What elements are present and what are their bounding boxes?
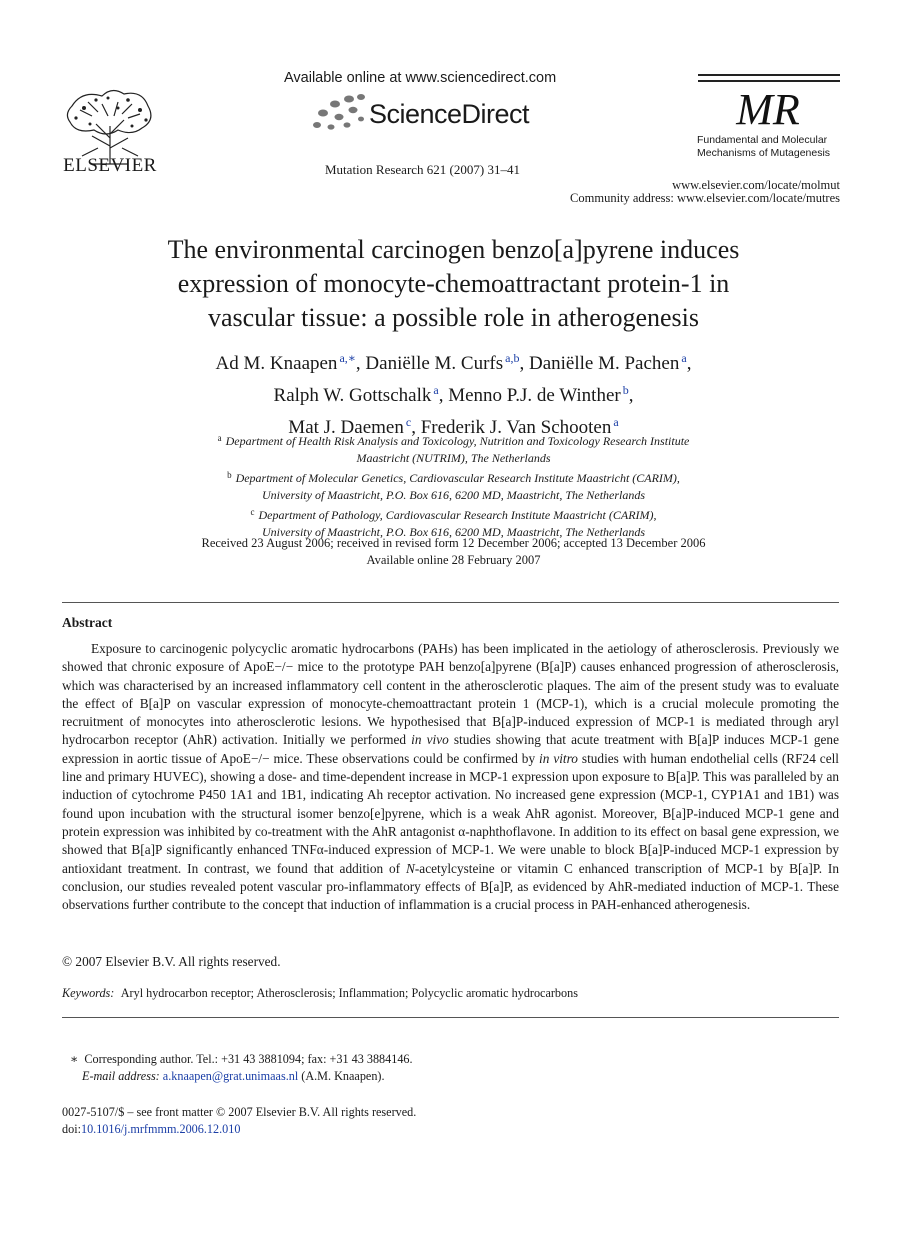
affiliation-line: Department of Molecular Genetics, Cardiovascular Research Institute Maastricht (CARIM), [235, 471, 680, 485]
email-owner: (A.M. Knaapen). [301, 1069, 385, 1083]
email-link[interactable]: a.knaapen@grat.unimaas.nl [162, 1069, 299, 1083]
author-name: Ralph W. Gottschalk [273, 385, 432, 406]
available-online-text[interactable]: Available online at www.sciencedirect.com [284, 70, 557, 86]
keywords [62, 986, 578, 1001]
sciencedirect-dots-icon [309, 93, 369, 133]
author-separator: , [355, 353, 366, 374]
elsevier-wordmark: ELSEVIER [63, 155, 157, 176]
front-matter-notice: 0027-5107/$ – see front matter © 2007 Elsevier B.V. All rights reserved. [62, 1105, 417, 1119]
title-line: expression of monocyte-chemoattractant protein-1 in [177, 269, 730, 298]
title-line: The environmental carcinogen benzo[a]pyrene induces [167, 235, 740, 264]
article-history [70, 535, 837, 569]
email-label: E-mail address: [82, 1069, 160, 1083]
author-list [70, 345, 837, 441]
email-note [82, 1069, 385, 1084]
affiliation-list [90, 430, 817, 541]
doi-link[interactable]: 10.1016/j.mrfmmm.2006.12.010 [80, 1122, 241, 1136]
mutation-research-logo [722, 86, 814, 132]
corresponding-author-text: Corresponding author. Tel.: +31 43 3881094; fax: +31 43 3884146. [84, 1052, 413, 1066]
author-affiliation-link[interactable]: a [681, 351, 687, 365]
journal-reference: Mutation Research 621 (2007) 31–41 [325, 162, 520, 177]
sciencedirect-wordmark[interactable]: ScienceDirect [369, 99, 530, 129]
divider [62, 1017, 839, 1018]
affiliation-line: University of Maastricht, P.O. Box 616, 6200 MD, Maastricht, The Netherlands [261, 488, 646, 502]
author-affiliation-link[interactable]: a,b [505, 351, 520, 365]
author-name: Ad M. Knaapen [215, 353, 338, 374]
author-name: Daniëlle M. Pachen [528, 353, 680, 374]
affiliation-line: University of Maastricht, P.O. Box 616, 6200 MD, Maastricht, The Netherlands [261, 525, 646, 539]
abstract-paragraph: Exposure to carcinogenic polycyclic aromatic hydrocarbons (PAHs) has been implicated in the aetiology of atherosclerosis. Previously we showed that chronic exposure of ApoE−/− mice to the prototype PAH benzo[a]pyrene (B[a]P) causes enhanced progression of atherosclerosis, which was characterised by an increased inflammatory cell content in the atherosclerotic plaques. The aim of the present study was to evaluate the effect of B[a]P on vascular expression of monocyte-chemoattractant protein 1 (MCP-1), which is a crucial molecule promoting the recruitment of monocytes into atherosclerotic lesions. We hypothesised that B[a]P-induced expression of MCP-1 is mediated through aryl hydrocarbon receptor (AhR) activation. Initially we performed in vivo studies showing that acute treatment with B[a]P induces MCP-1 gene expression in aortic tissue of ApoE−/− mice. These observations could be confirmed by in vitro studies with human endothelial cells (RF24 cell line and primary HUVEC), showing a dose- and time-dependent increase in MCP-1 expression upon exposure to B[a]P. This was paralleled by an induction of cytochrome P450 1A1 and 1B1, indicating Ah receptor activation. No increased gene expression (MCP-1, CYP1A1 and 1B1) was found upon incubation with the structural isomer benzo[e]pyrene, which is a weak AhR agonist. Moreover, B[a]P-induced MCP-1 gene and protein expression was inhibited by co-treatment with the AhR antagonist α-naphthoflavone. In addition to its effect on basal gene expression, we showed that B[a]P significantly enhanced TNFα-induced expression of MCP-1. We were unable to block B[a]P-induced MCP-1 expression by antioxidant treatment. In contrast, we found that addition of N-acetylcysteine or vitamin C enhanced transcription of MCP-1 by B[a]P. In conclusion, our studies revealed potent vascular pro-inflammatory effects of B[a]P, as evidenced by AhR-mediated induction of MCP-1. These observations further contribute to the concept that induction of inflammation is a crucial process in PAH-enhanced atherogenesis. [62, 641, 839, 913]
author-name: Menno P.J. de Winther [448, 385, 621, 406]
journal-subtitle-line2: Mechanisms of Mutagenesis [697, 147, 831, 159]
author-affiliation-link[interactable]: a,∗ [339, 351, 356, 365]
affiliation-line: Maastricht (NUTRIM), The Netherlands [356, 451, 551, 465]
affiliation-label: a [217, 433, 222, 443]
divider [62, 602, 839, 603]
abstract-body [62, 640, 839, 914]
author-affiliation-link[interactable]: c [405, 415, 412, 429]
author-line [70, 345, 837, 377]
corresponding-mark: ∗ [70, 1052, 79, 1066]
author-affiliation-link[interactable]: a [433, 383, 439, 397]
journal-subtitle-line1: Fundamental and Molecular [697, 134, 828, 146]
author-separator: , [519, 353, 529, 374]
title-line: vascular tissue: a possible role in atherogenesis [208, 303, 699, 332]
keywords-label: Keywords: [62, 986, 115, 1000]
received-dates: Received 23 August 2006; received in revised form 12 December 2006; accepted 13 December 2006 [201, 536, 706, 550]
author-separator: , [411, 417, 421, 438]
abstract-heading: Abstract [62, 615, 113, 630]
doi-line [62, 1122, 240, 1137]
author-separator: , [628, 385, 634, 406]
author-affiliation-link[interactable]: b [622, 383, 629, 397]
affiliation [90, 467, 817, 487]
author-line [70, 377, 837, 409]
doi-label: doi: [62, 1122, 81, 1136]
mutation-research-logo-text: MR [736, 86, 800, 132]
author-separator: , [686, 353, 692, 374]
corresponding-author-note [70, 1052, 413, 1067]
author-affiliation-link[interactable]: a [613, 415, 619, 429]
author-name: Daniëlle M. Curfs [365, 353, 504, 374]
available-online-date: Available online 28 February 2007 [366, 553, 541, 567]
copyright-notice: © 2007 Elsevier B.V. All rights reserved. [62, 954, 281, 969]
journal-logo-rules [698, 74, 840, 86]
article-title [70, 233, 837, 335]
affiliation [90, 430, 817, 450]
affiliation [90, 504, 817, 524]
keywords-list: Aryl hydrocarbon receptor; Atherosclerosis; Inflammation; Polycyclic aromatic hydrocarbons [120, 986, 578, 1000]
community-address-link[interactable]: Community address: www.elsevier.com/locate/mutres [570, 191, 840, 205]
author-separator: , [438, 385, 449, 406]
journal-website-link[interactable]: www.elsevier.com/locate/molmut [672, 178, 840, 192]
affiliation-line: Department of Health Risk Analysis and Toxicology, Nutrition and Toxicology Research Institute [225, 434, 690, 448]
affiliation-line: Department of Pathology, Cardiovascular Research Institute Maastricht (CARIM), [258, 508, 657, 522]
author-name: Mat J. Daemen [288, 417, 404, 438]
affiliation-label: b [227, 470, 232, 480]
author-name: Frederik J. Van Schooten [420, 417, 612, 438]
affiliation-label: c [250, 507, 255, 517]
